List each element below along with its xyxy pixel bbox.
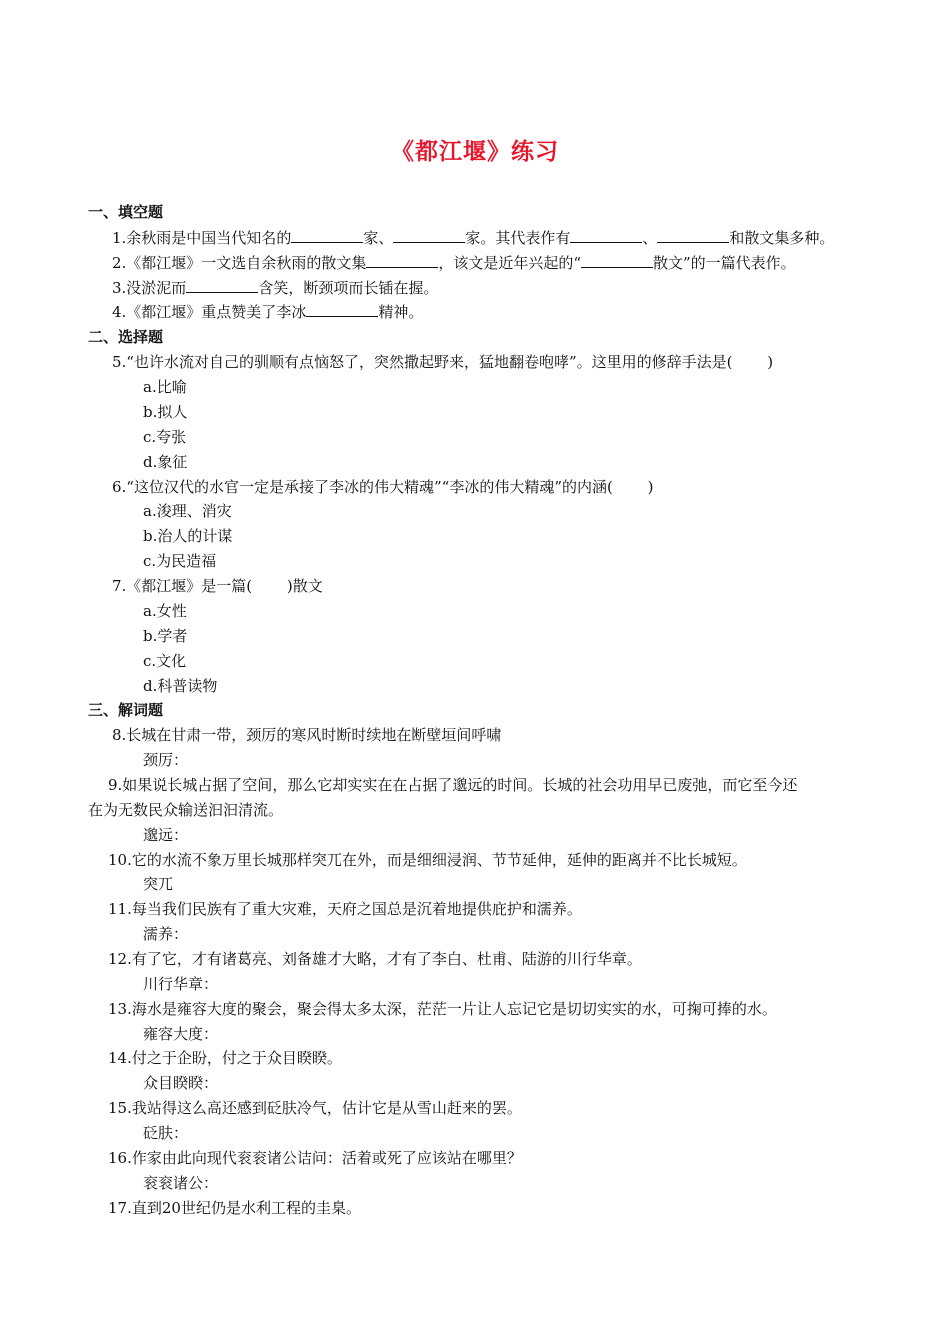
question-4 bbox=[112, 302, 423, 322]
answer-blank[interactable] bbox=[291, 228, 363, 243]
option-5c[interactable]: c.夸张 bbox=[143, 428, 187, 446]
question-3 bbox=[112, 278, 438, 298]
page-title: 《都江堰》练习 bbox=[391, 139, 559, 165]
option-5a[interactable]: a.比喻 bbox=[143, 378, 187, 396]
option-6c[interactable]: c.为民造福 bbox=[143, 552, 217, 570]
question-9-line-1: 9.如果说长城占据了空间，那么它却实实在在占据了邈远的时间。长城的社会功用早已废弛，而它至今还 bbox=[108, 776, 798, 794]
term-14[interactable]: 众目睽睽： bbox=[143, 1074, 219, 1092]
question-text: 2.《都江堰》一文选自余秋雨的散文集 bbox=[112, 254, 367, 272]
question-7: 7.《都江堰》是一篇( )散文 bbox=[112, 577, 323, 595]
question-text: 和散文集多种。 bbox=[729, 229, 835, 247]
question-text: 1.余秋雨是中国当代知名的 bbox=[112, 229, 292, 247]
question-text: 家、 bbox=[363, 229, 394, 247]
option-6b[interactable]: b.治人的计谋 bbox=[143, 527, 233, 545]
answer-blank[interactable] bbox=[570, 228, 642, 243]
question-14: 14.付之于企盼，付之于众目睽睽。 bbox=[108, 1049, 342, 1067]
question-8: 8.长城在甘肃一带，颈厉的寒风时断时续地在断壁垣间呼啸 bbox=[112, 726, 502, 744]
term-9[interactable]: 邈远： bbox=[143, 826, 189, 844]
answer-blank[interactable] bbox=[186, 278, 258, 293]
question-15: 15.我站得这么高还感到砭肤冷气，估计它是从雪山赶来的罢。 bbox=[108, 1099, 522, 1117]
question-text: 精神。 bbox=[378, 303, 424, 321]
option-7d[interactable]: d.科普读物 bbox=[143, 677, 218, 695]
question-5: 5.“也许水流对自己的驯顺有点恼怒了，突然撒起野来，猛地翻卷咆哮”。这里用的修辞手法是( ) bbox=[112, 353, 774, 371]
option-7a[interactable]: a.女性 bbox=[143, 602, 187, 620]
question-text: ，该文是近年兴起的“ bbox=[438, 254, 581, 272]
option-5b[interactable]: b.拟人 bbox=[143, 403, 188, 421]
option-6a[interactable]: a.浚理、消灾 bbox=[143, 502, 232, 520]
term-11[interactable]: 濡养： bbox=[143, 925, 189, 943]
question-text: 家。其代表作有 bbox=[465, 229, 571, 247]
answer-blank[interactable] bbox=[581, 253, 653, 268]
term-13[interactable]: 雍容大度： bbox=[143, 1025, 219, 1043]
term-16[interactable]: 衮衮诸公： bbox=[143, 1174, 219, 1192]
question-text: 4.《都江堰》重点赞美了李冰 bbox=[112, 303, 307, 321]
term-10[interactable]: 突兀 bbox=[143, 875, 174, 893]
option-7c[interactable]: c.文化 bbox=[143, 652, 187, 670]
answer-blank[interactable] bbox=[306, 302, 378, 317]
question-17: 17.直到20世纪仍是水利工程的圭臬。 bbox=[108, 1199, 361, 1217]
section-heading-word-explanation: 三、解词题 bbox=[88, 701, 164, 719]
question-2 bbox=[112, 253, 796, 273]
question-13: 13.海水是雍容大度的聚会，聚会得太多太深，茫茫一片让人忘记它是切切实实的水，可掬可捧的水。 bbox=[108, 1000, 777, 1018]
section-heading-fill-blank: 一、填空题 bbox=[88, 203, 164, 221]
question-text: 、 bbox=[642, 229, 658, 247]
question-text: 含笑，断颈项而长锸在握。 bbox=[258, 279, 439, 297]
question-text: 散文”的一篇代表作。 bbox=[653, 254, 796, 272]
question-1 bbox=[112, 228, 834, 248]
question-11: 11.每当我们民族有了重大灾难，天府之国总是沉着地提供庇护和濡养。 bbox=[108, 900, 582, 918]
question-16: 16.作家由此向现代衮衮诸公诘问：活着或死了应该站在哪里？ bbox=[108, 1149, 522, 1167]
answer-blank[interactable] bbox=[657, 228, 729, 243]
term-8[interactable]: 颈厉： bbox=[143, 751, 189, 769]
question-6: 6.“这位汉代的水官一定是承接了李冰的伟大精魂”“李冰的伟大精魂”的内涵( ) bbox=[112, 478, 654, 496]
section-heading-multiple-choice: 二、选择题 bbox=[88, 328, 164, 346]
option-7b[interactable]: b.学者 bbox=[143, 627, 188, 645]
question-text: 3.没淤泥而 bbox=[112, 279, 187, 297]
answer-blank[interactable] bbox=[393, 228, 465, 243]
term-15[interactable]: 砭肤： bbox=[143, 1124, 189, 1142]
question-10: 10.它的水流不象万里长城那样突兀在外，而是细细浸润、节节延伸，延伸的距离并不比长城短。 bbox=[108, 851, 747, 869]
question-12: 12.有了它，才有诸葛亮、刘备雄才大略，才有了李白、杜甫、陆游的川行华章。 bbox=[108, 950, 642, 968]
option-5d[interactable]: d.象征 bbox=[143, 453, 188, 471]
term-12[interactable]: 川行华章： bbox=[143, 975, 219, 993]
answer-blank[interactable] bbox=[366, 253, 438, 268]
question-9-line-2: 在为无数民众输送汩汩清流。 bbox=[88, 801, 284, 819]
